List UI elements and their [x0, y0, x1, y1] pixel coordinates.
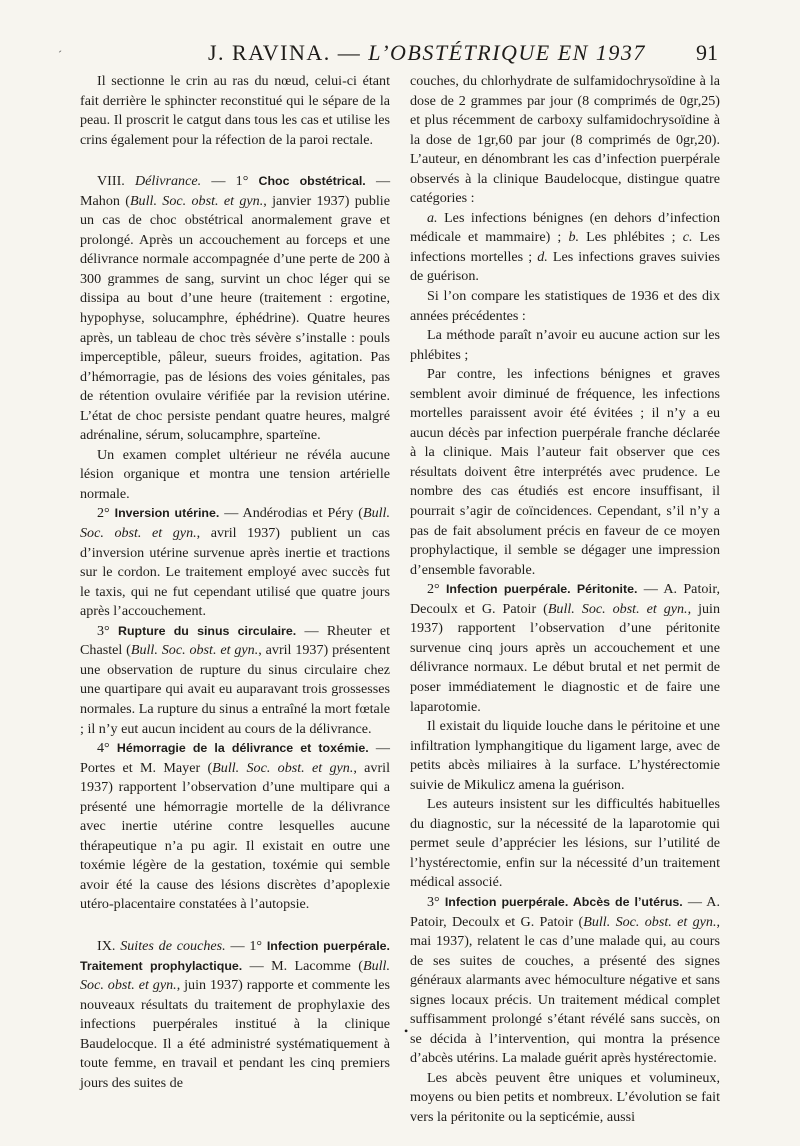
subsection-rupture [80, 622, 390, 739]
subsection-number: 1° [249, 937, 263, 954]
section-viii-number: VIII. [97, 173, 125, 190]
subsection-abces [410, 893, 720, 1069]
authors: — A. Patoir, Decoulx et G. Patoir ( [410, 893, 721, 930]
journal-reference: Bull. Soc. obst. et gyn. [129, 192, 264, 209]
journal-reference: Bull. Soc. obst. et gyn. [80, 957, 390, 994]
subsection-number: 1° [235, 173, 249, 190]
subsection-number: 4° [97, 740, 110, 757]
body-paragraph: Il existait du liquide louche dans le péritoine et une infiltration lymphangitique du ligament large, avec de petits abcès miliaires à la surface. L’hystérectomie suivie de Mikulicz amena la guérison. [410, 718, 720, 793]
paragraph-text: , avril 1937) publient un cas d’inversion utérine survenue après inertie et tractions sur le cordon. Le traitement employé avec succès fut le taxis, qui ne fut cependant utilisé que quatre jours après l’accouchement. [80, 525, 390, 620]
running-head-dash: — [337, 40, 362, 65]
journal-reference: Bull. Soc. obst. et gyn. [547, 600, 688, 617]
paragraph-text: , mai 1937), relatent le cas d’une malade qui, au cours de ses suites de couches, a présenté des signes généraux alarmants avec hémoculture négative et sans signes locaux précis. Un traitement médical complet suffisamment prolongé s’étant révélé sans succès, on se décida à l’intervention, qui montra la présence d’abcès utérins. La malade guérit après hystérectomie. [410, 913, 721, 1067]
paragraph-text: , avril 1937) présentent une observation de rupture du sinus circulaire chez une quartipare qui avait eu auparavant trois grossesses normales. La rupture du sinus a entraîné la mort fœtale ; il n’y eut aucun incident au cours de la délivrance. [80, 642, 390, 737]
authors: — Rheuter et Chastel ( [80, 622, 390, 659]
subsection-title: Hémorragie de la délivrance et toxémie. [116, 741, 369, 756]
journal-reference: Bull. Soc. obst. et gyn. [80, 505, 390, 542]
paragraph-text: , juin 1937) rapporte et commente les nouveaux résultats du traitement de prophylaxie des infections puerpérales institué à la clinique Baudelocque. Il a été administré systématiquement à toute femme, en travail et pendant les cinq premiers jours des suites de [80, 977, 390, 1091]
category-d-label: d. [537, 248, 548, 265]
authors: — Mahon ( [80, 173, 391, 209]
section-viii-dash: — [211, 173, 226, 190]
subsection-title: Infection puerpérale. Abcès de l’utérus. [444, 894, 683, 909]
intro-paragraph: Il sectionne le crin au ras du nœud, celui-ci étant fait derrière le sphincter reconstitué qui le sépare de la peau. Il proscrit le catgut dans tous les cas et utilise les crins également pour la réfection de la paroi rectale. [80, 73, 390, 148]
section-ix-number: IX. [97, 937, 116, 954]
subsection-title: Rupture du sinus circulaire. [118, 623, 297, 638]
subsection-title: Inversion utérine. [114, 506, 220, 521]
category-a-text: Les infections bénignes (en dehors d’infection médicale et mammaire) ; [410, 209, 720, 246]
subsection-number: 2° [427, 581, 440, 598]
category-a-label: a. [427, 209, 438, 226]
footer-mark: • [404, 1024, 409, 1038]
running-head-title: L’OBSTÉTRIQUE EN 1937 [368, 40, 646, 65]
running-head-author: J. RAVINA. [208, 40, 331, 65]
left-column [80, 72, 390, 1093]
subsection-title: Infection puerpérale. Traitement prophylactique. [80, 938, 390, 973]
header-mark: ´ [58, 48, 62, 62]
continued-paragraph: couches, du chlorhydrate de sulfamidochrysoïdine à la dose de 2 grammes par jour (8 comprimés de 0gr,25) et plus récemment de carboxy sulfamidochrysoïdine à la dose de 1gr,60 par jour (8 comprimés de 0gr,20). L’auteur, en dénombrant les cas d’infection puerpérale observés à la clinique Baudelocque, distingue quatre catégories : [410, 73, 720, 207]
authors: — M. Lacomme ( [249, 957, 363, 974]
subsection-number: 3° [97, 622, 110, 639]
section-ix-dash: — [230, 937, 245, 954]
subsection-peritonite [410, 580, 720, 717]
paragraph-text: , juin 1937) rapportent l’observation d’une péritonite survenue cinq jours après un accouchement et une délivrance normaux. Le début brutal et net permit de poser immédiatement le diagnostic et de faire une laparotomie. [410, 600, 720, 715]
section-ix-title: Suites de couches. [120, 937, 226, 954]
authors: — Andérodias et Péry ( [224, 505, 363, 522]
subsection-hemorragie [80, 739, 390, 915]
section-viii [80, 172, 390, 446]
body-paragraph: La méthode paraît n’avoir eu aucune action sur les phlébites ; [410, 327, 720, 363]
authors: — Portes et M. Mayer ( [80, 740, 390, 776]
journal-reference: Bull. Soc. obst. et gyn. [212, 759, 354, 776]
subsection-title: Infection puerpérale. Péritonite. [445, 582, 638, 597]
body-paragraph: Les abcès peuvent être uniques et volumineux, moyens ou bien petits et nombreux. L’évolution se fait vers la péritonite ou la septicémie, aussi [410, 1069, 720, 1125]
running-head [208, 40, 646, 66]
categories-paragraph [410, 209, 720, 287]
section-viii-title: Délivrance. [135, 173, 202, 190]
section-ix [80, 937, 390, 1093]
page-number: 91 [696, 40, 718, 65]
subsection-title: Choc obstétrical. [258, 174, 366, 189]
journal-reference: Bull. Soc. obst. et gyn. [583, 913, 717, 930]
category-b-text: Les phlébites ; [579, 229, 683, 246]
paragraph-text: , avril 1937) rapportent l’observation d’une multipare qui a présenté une hémorragie mortelle de la délivrance avec inertie utérine contre lesquelles aucune thérapeutique n’a pu agir. Il existait en outre une toxémie légère de la gestation, toxémie qui semble avoir été la cause des lésions discrètes d’apoplexie utéro-placentaire constatées à l’autopsie. [80, 759, 391, 913]
body-paragraph: Si l’on compare les statistiques de 1936 et des dix années précédentes : [410, 288, 720, 324]
paragraph-text: , janvier 1937) publie un cas de choc obstétrical anormalement grave et prolongé. Après un accouchement au forceps et une délivrance normale accompagnée d’une perte de 200 à 300 grammes de sang, survint un choc léger qui se dissipa au bout d’une heure (traitement : ergotine, hypophyse, solucamphre, éphédrine). Quatre heures après, un tableau de choc très sévère s’installe : pouls imperceptible, pâleur, sueurs froides, agitation. Pas d’hémorragie, pas de lésions des voies génitales, pas de rétention ovulaire vérifiée par la revision utérine. L’état de choc persiste pendant quatre heures, malgré adrénaline, sérum, solucamphre, sparteïne. [80, 192, 390, 444]
category-b-label: b. [568, 229, 580, 246]
subsection-number: 3° [427, 893, 440, 910]
authors: — A. Patoir, Decoulx et G. Patoir ( [410, 581, 720, 617]
category-c-label: c. [682, 229, 693, 246]
subsection-number: 2° [97, 505, 110, 522]
category-c-text: Les infections mortelles ; [410, 229, 721, 265]
journal-reference: Bull. Soc. obst. et gyn. [130, 642, 259, 659]
body-paragraph: Un examen complet ultérieur ne révéla aucune lésion organique et montra une tension artérielle normale. [80, 446, 390, 502]
body-paragraph: Par contre, les infections bénignes et graves semblent avoir diminué de fréquence, les infections mortelles paraissent avoir été évitées ; il n’y a eu aucun décès par infection puerpérale franche déclarée à la clinique. Mais l’auteur fait observer que ces résultats doivent être interprétés avec prudence. Le nombre des cas étudiés est encore insuffisant, il pourrait s’agir de coïncidences. Cependant, s’il n’y a pas de fait absolument précis en faveur de ce moyen prophylactique, il semble se dégager une impression d’ensemble favorable. [410, 366, 720, 578]
category-d-text: Les infections graves suivies de guérison. [410, 248, 720, 285]
right-column [410, 72, 720, 1128]
body-paragraph: Les auteurs insistent sur les difficultés habituelles du diagnostic, sur la nécessité de la laparotomie qui permet seule d’apprécier les lésions, sur l’utilité de l’hystérectomie, enfin sur la nécessité d’un traitement médical associé. [410, 796, 720, 891]
subsection-inversion [80, 504, 390, 621]
